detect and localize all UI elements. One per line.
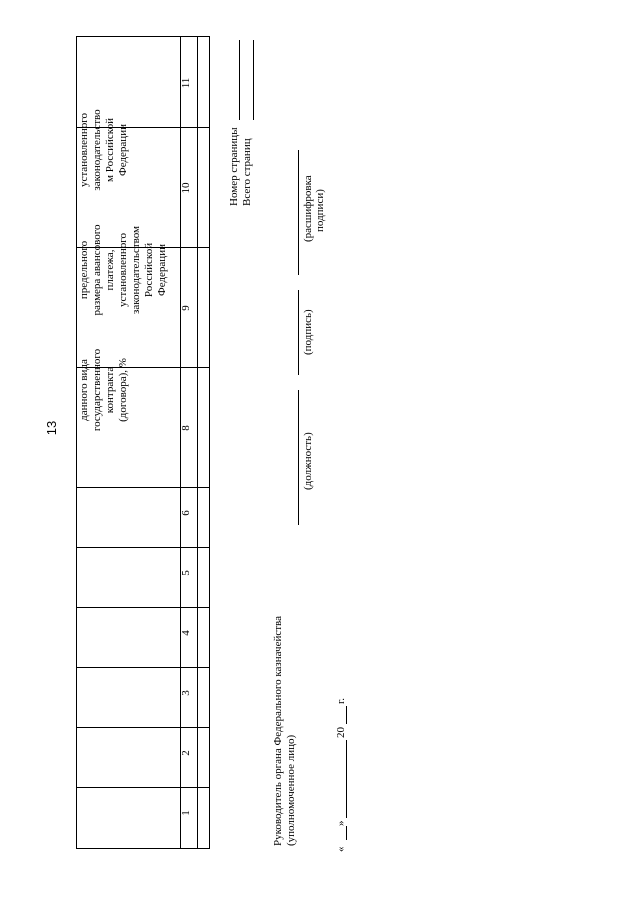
column-number: 5 — [180, 570, 192, 576]
decoding-line — [298, 150, 299, 275]
position-line — [298, 390, 299, 525]
column-number: 8 — [180, 425, 192, 431]
page-number-line — [239, 40, 240, 120]
column-number: 1 — [180, 810, 192, 816]
table-divider — [77, 787, 209, 788]
date-open-quote: « — [335, 846, 347, 852]
decoding-caption-2: подписи) — [314, 189, 326, 232]
table-divider — [77, 727, 209, 728]
column-number: 2 — [180, 750, 192, 756]
date-year-line — [346, 706, 347, 724]
total-pages-label: Всего страниц — [241, 138, 253, 206]
date-month-line — [346, 740, 347, 818]
signature-line — [298, 290, 299, 375]
table-divider — [77, 547, 209, 548]
column-number: 11 — [180, 77, 192, 89]
column-number: 4 — [180, 630, 192, 636]
table-divider — [77, 487, 209, 488]
date-year-prefix: 20 — [335, 727, 347, 738]
header-col8: данного вида государственного контракта (договора), % — [78, 348, 129, 432]
page-number-label: Номер страницы — [228, 127, 240, 206]
column-number: 6 — [180, 510, 192, 516]
position-caption: (должность) — [302, 432, 314, 490]
column-number: 9 — [180, 305, 192, 311]
total-pages-line — [253, 40, 254, 120]
signature-caption: (подпись) — [302, 309, 314, 355]
signer-title: Руководитель органа Федерального казначейства — [272, 616, 284, 846]
column-number: 3 — [180, 690, 192, 696]
decoding-caption: (расшифровка — [302, 175, 314, 242]
date-close-quote: » — [335, 820, 347, 826]
signer-subtitle: (уполномоченное лицо) — [285, 734, 297, 846]
column-number: 10 — [180, 182, 192, 194]
page-number: 13 — [44, 420, 59, 436]
date-day-line — [346, 826, 347, 840]
header-col10: установленного законодательство м Российской Федерации — [78, 109, 129, 191]
header-col9: предельного размера авансового платежа, установленного законодательством Российской Федерации — [78, 224, 168, 316]
table-divider — [77, 667, 209, 668]
date-year-suffix: г. — [335, 697, 347, 704]
table-divider — [77, 607, 209, 608]
